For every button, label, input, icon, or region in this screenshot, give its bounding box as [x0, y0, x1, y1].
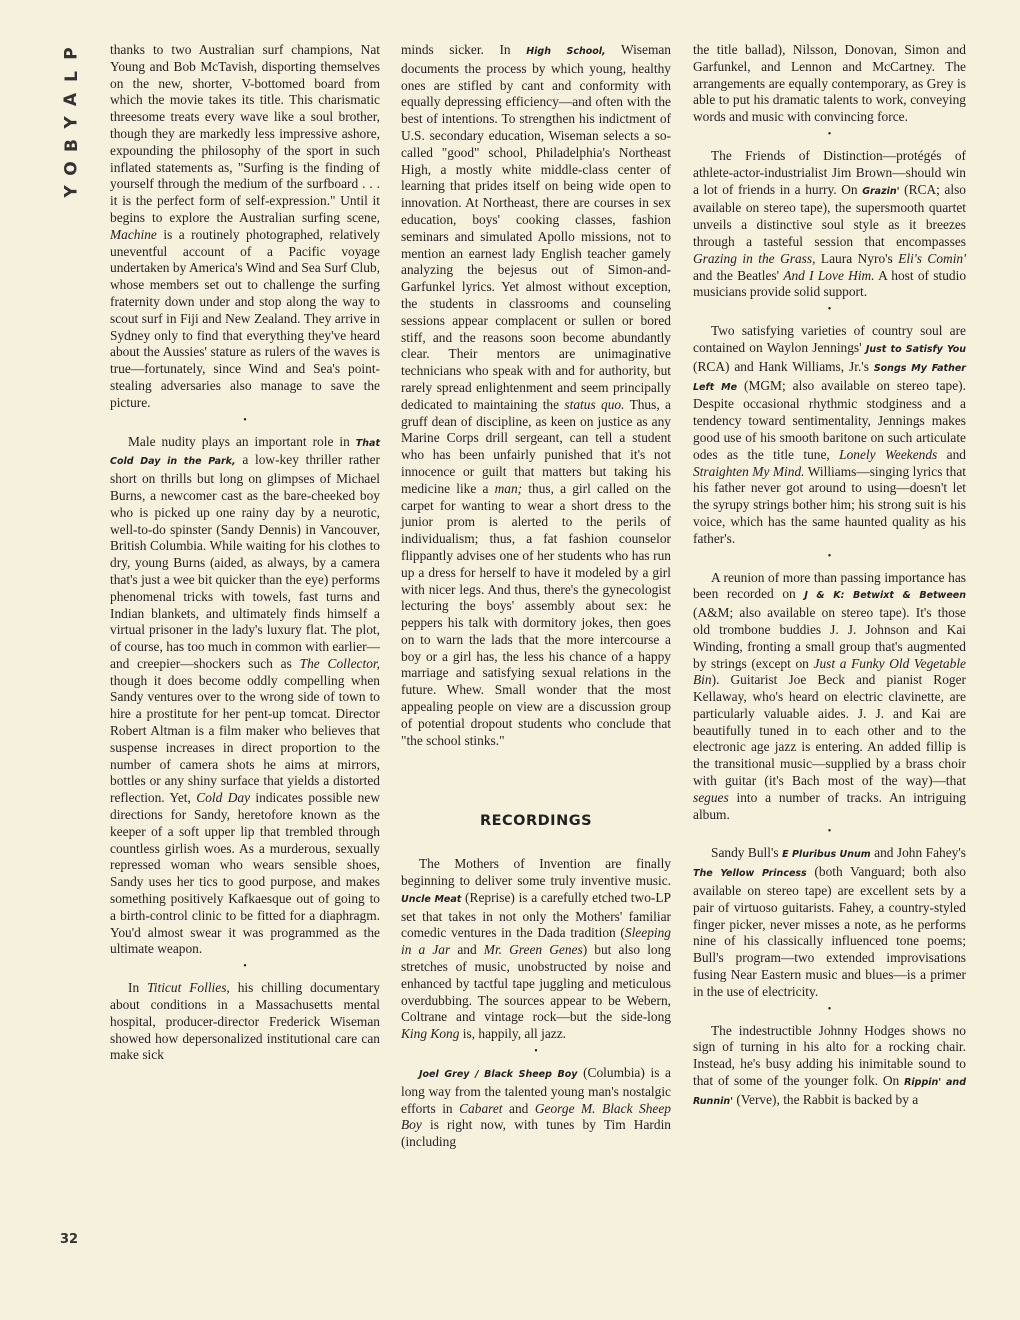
- album-title: Just to Satisfy You: [865, 343, 966, 355]
- masthead-letter: O: [61, 161, 82, 176]
- film-title: Titicut Follies,: [147, 980, 230, 996]
- ornament-bullet: •: [827, 550, 832, 562]
- paragraph: Male nudity plays an important role in That Cold Day in the Park, a low-key thriller rather short on thrills but long on glimpses of Michael Burns, a newcomer cast as the bare-cheeked boy who is picked up one rainy day by a neurotic, well-to-do spinster (Sandy Dennis) in Vancouver, British Columbia. While waiting for his clothes to dry, young Burns (aided, as always, by a camera that's just a wee bit quicker than the eye) performs phenomenal tricks with towels, fast turns and Indian blankets, and ultimately finds himself a virtual prisoner in the lady's luxury flat. The plot, of course, has too much in common with earlier—and creepier—shockers such as The Collector, though it does become oddly compelling when Sandy ventures over to the wrong side of town to hire a prostitute for her pent-up tomcat. Director Robert Altman is a film maker who believes that suspense increases in direct proportion to the number of camera shots he aims at mirrors, bottles or any shiny surface that yields a distorted reflection. Yet, Cold Day indicates possible new directions for Sandy, heretofore known as the keeper of a soft upper lip that trembled through countless girlish woes. As a murderous, sexually repressed woman who wears sensible shoes, Sandy uses her tics to good purpose, and makes something positively Kafkaesque out of going to a birth-control clinic to be fitted for a diaphragm. You'd almost swear it was programmed as the ultimate weapon.: [110, 433, 380, 957]
- film-title: Machine: [110, 226, 157, 242]
- paragraph: Sandy Bull's E Pluribus Unum and John Fahey's The Yellow Princess (both Vanguard; both also available on stereo tape) are excellent sets by a pair of virtuoso guitarists. Fahey, a country-styled finger picker, never misses a note, as he performs nine of his classically influenced tone poems; Bull's program—two extended improvisations fusing Near Eastern music and blues—is a primer in the use of electricity.: [693, 845, 966, 999]
- ornament-bullet: •: [243, 961, 247, 973]
- film-title: Cold Day: [196, 790, 251, 806]
- paragraph: In Titicut Follies, his chilling documentary about conditions in a Massachusetts mental hospital, producer-director Frederick Wiseman showed how depersonalized institutional care can make sick: [110, 980, 380, 1063]
- masthead-letter: Y: [61, 185, 82, 198]
- ornament-bullet: •: [827, 128, 832, 140]
- column-2: [401, 42, 671, 1151]
- masthead-letter: L: [61, 71, 82, 82]
- album-title: E Pluribus Unum: [782, 849, 871, 861]
- album-title: Rippin' and Runnin': [693, 1077, 966, 1107]
- section-heading-recordings: RECORDINGS: [479, 813, 593, 830]
- ornament-bullet: •: [243, 414, 247, 426]
- ornament-bullet: •: [827, 1003, 832, 1015]
- masthead-letter: A: [61, 92, 82, 107]
- ornament-bullet: •: [827, 304, 832, 316]
- album-title: J & K: Betwixt & Between: [804, 590, 966, 602]
- ornament-bullet: •: [534, 1046, 538, 1058]
- paragraph: The Friends of Distinction—protégés of athlete-actor-industrialist Jim Brown—should win a lot of friends in a hurry. On Grazin' (RCA; also available on stereo tape), the supersmooth quartet unveils a distinctive soul style as it breezes through a tasteful session that encompasses Grazing in the Grass, Laura Nyro's Eli's Comin' and the Beatles' And I Love Him. A host of studio musicians provide solid support.: [693, 147, 967, 300]
- album-title: Songs My Father Left Me: [693, 362, 966, 393]
- album-title: The Yellow Princess: [693, 868, 807, 880]
- column-1: [110, 42, 380, 1064]
- paragraph: The Mothers of Invention are finally beginning to deliver some truly inventive music. Uncle Meat (Reprise) is a carefully etched two-LP set that takes in not only the Mothers' familiar comedic ventures in the Dada tradition (Sleeping in a Jar and Mr. Green Genes) but also long stretches of music, unobstructed by noise and enhanced by tactful tape juggling and meticulous overdubbing. The sources appear to be Webern, Coltrane and vintage rock—but the side-long King Kong is, happily, all jazz.: [401, 856, 672, 1042]
- paragraph: Two satisfying varieties of country soul are contained on Waylon Jennings' Just to Satisfy You (RCA) and Hank Williams, Jr.'s Songs My Father Left Me (MGM; also available on stereo tape). Despite occasional rhythmic stodginess and a tendency toward sentimentality, Jennings makes good use of his smooth baritone on such articulate odes as the title tune, Lonely Weekends and Straighten My Mind. Williams—singing lyrics that his father never got around to using—doesn't let the syrupy strings bother him; his strong suit is his voice, which has the same haunted quality as his father's.: [693, 323, 966, 546]
- album-title: Joel Grey / Black Sheep Boy: [419, 1069, 578, 1081]
- masthead-letter: P: [61, 47, 82, 60]
- masthead-playboy: [58, 42, 86, 203]
- film-title: The Collector,: [299, 655, 380, 671]
- ornament-bullet: •: [827, 826, 832, 838]
- album-title: Grazin': [862, 185, 900, 197]
- column-3: [693, 42, 966, 1111]
- paragraph: the title ballad), Nilsson, Donovan, Simon and Garfunkel, and Lennon and McCartney. The arrangements are equally contemporary, as Grey is able to put his dramatic talents to work, conveying words and music with convincing force.: [693, 42, 966, 125]
- film-title: High School,: [526, 46, 606, 57]
- album-title: Uncle Meat: [401, 893, 462, 905]
- paragraph: Joel Grey / Black Sheep Boy (Columbia) is a long way from the talented young man's nostalgic efforts in Cabaret and George M. Black Sheep Boy is right now, with tunes by Tim Hardin (including: [401, 1065, 671, 1150]
- paragraph: thanks to two Australian surf champions, Nat Young and Bob McTavish, disporting themselves on the new, shorter, V-bottomed board from which the movie takes its title. This charismatic threesome treats every wave like a soul brother, though they are markedly less impressive ashore, expounding the philosophy of the sport in such inflated statements as, "Surfing is the finding of yourself through the medium of the surfboard . . . it is the perfect form of self-expression." Until it begins to explore the Australian surfing scene, Machine is a routinely photographed, relatively uneventful account of a Pacific voyage undertaken by America's Wind and Sea Surf Club, whose members set out to challenge the surfing fraternity down under and stop along the way to scout surf in Fiji and New Zealand. They arrive in Sydney only to find that everything they've heard about the Aussies' stature as rulers of the waves is true—fortunately, since Wind and Sea's point-stealing adversaries also manage to save the picture.: [110, 42, 380, 410]
- page-number: 32: [60, 1232, 79, 1247]
- paragraph: A reunion of more than passing importance has been recorded on J & K: Betwixt & Between (A&M; also available on stereo tape). It's those old trombone buddies J. J. Johnson and Kai Winding, fronting a small group that's augmented by strings (except on Just a Funky Old Vegetable Bin). Guitarist Joe Beck and pianist Roger Kellaway, who's heard on electric clavinette, are particularly valuable aides. J. J. and Kai are beautifully tuned in to each other and to the electronic age jazz is entering. An added fillip is the transitional music—supplied by a brass choir with guitar (it's Bach most of the way)—that segues into a number of tracks. An intriguing album.: [693, 569, 966, 822]
- masthead-letter: B: [61, 139, 82, 152]
- film-title: That Cold Day in the Park,: [110, 437, 380, 468]
- paragraph: minds sicker. In High School, Wiseman documents the process by which young, healthy ones are stifled by cant and conformity with equally depressing efficiency—and often with the best of intentions. To strengthen his indictment of U.S. secondary education, Wiseman selects a so-called "good" school, Philadelphia's Northeast High, a mostly white middle-class center of learning that prides itself on being wide open to innovation. At Northeast, there are courses in sex education, boys' cooking classes, fashion seminars and simulated Apollo missions, not to mention an earnest lady English teacher gamely analyzing the bejesus out of Simon-and-Garfunkel lyrics. Yet almost without exception, the students in classrooms and counseling sessions appear complacent or sullen or bored stiff, and the reasons soon become abundantly clear. Their mentors are unimaginative technicians who speak with and for authority, but rarely spread enlightenment and seem principally dedicated to maintaining the status quo. Thus, a gruff dean of discipline, as keen on justice as any Marine Corps drill sergeant, can tell a student who has been unfairly punished that it's not innocence or guilt that matters but taking his medicine like a man; thus, a girl called on the carpet for wanting to wear a short dress to the junior prom is alerted to the perils of individualism; thus, a fat fashion counselor flippantly advises one of her students who has run up a dress for herself to have it modeled by a girl with nicer legs. And thus, there's the gynecologist lecturing the boys' assembly about sex: he peppers his talk with dormitory jokes, then goes on to warn the lads that the more intercourse a boy or a girl has, the less his chance of a happy marriage and satisfying sexual relations in the future. Whew. Small wonder that the most appealing people on view are a discussion group of potential dropout students who conclude that "the school stinks.": [401, 42, 672, 748]
- paragraph: The indestructible Johnny Hodges shows no sign of turning in his alto for a rocking chair. Instead, he's busy adding his inimitable sound to that of some of the younger folk. On Rippin' and Runnin' (Verve), the Rabbit is backed by a: [693, 1022, 966, 1107]
- masthead-letter: Y: [61, 116, 82, 129]
